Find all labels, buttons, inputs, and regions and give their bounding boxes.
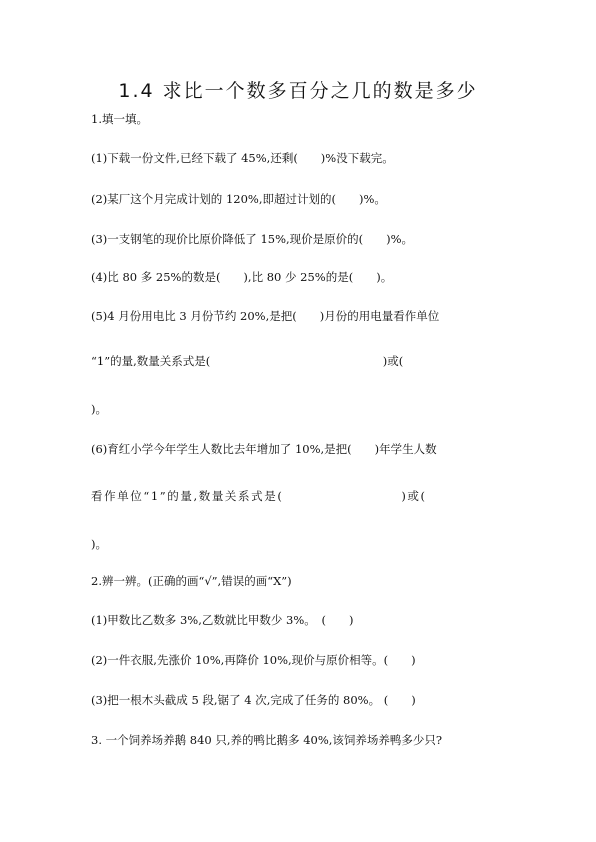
section-1-heading: 1.填一填。	[91, 112, 148, 126]
page-title: 1.4 求比一个数多百分之几的数是多少	[118, 80, 478, 102]
fill-question-5-line-3: )。	[91, 402, 107, 416]
fill-question-6-line-1: (6)育红小学今年学生人数比去年增加了 10%,是把( )年学生人数	[91, 442, 437, 456]
judge-question-1: (1)甲数比乙数多 3%,乙数就比甲数少 3%。 ( )	[91, 613, 354, 627]
fill-question-5-line-2: “1”的量,数量关系式是( )或(	[91, 354, 404, 368]
fill-question-5-line-1: (5)4 月份用电比 3 月份节约 20%,是把( )月份的用电量看作单位	[91, 309, 440, 323]
fill-question-4: (4)比 80 多 25%的数是( ),比 80 少 25%的是( )。	[91, 270, 393, 284]
fill-question-1: (1)下载一份文件,已经下载了 45%,还剩( )%没下载完。	[91, 151, 394, 165]
fill-question-2: (2)某厂这个月完成计划的 120%,即超过计划的( )%。	[91, 192, 386, 206]
fill-question-6-line-2: 看作单位“1”的量,数量关系式是( )或(	[91, 489, 427, 503]
judge-question-2: (2)一件衣服,先涨价 10%,再降价 10%,现价与原价相等。( )	[91, 653, 416, 667]
fill-question-3: (3)一支钢笔的现价比原价降低了 15%,现价是原价的( )%。	[91, 232, 414, 246]
word-problem-3: 3. 一个饲养场养鹅 840 只,养的鸭比鹅多 40%,该饲养场养鸭多少只?	[91, 733, 443, 747]
section-2-heading: 2.辨一辨。(正确的画“√”,错误的画“X”)	[91, 574, 292, 588]
fill-question-6-line-3: )。	[91, 537, 107, 551]
judge-question-3: (3)把一根木头截成 5 段,锯了 4 次,完成了任务的 80%。 ( )	[91, 693, 416, 707]
